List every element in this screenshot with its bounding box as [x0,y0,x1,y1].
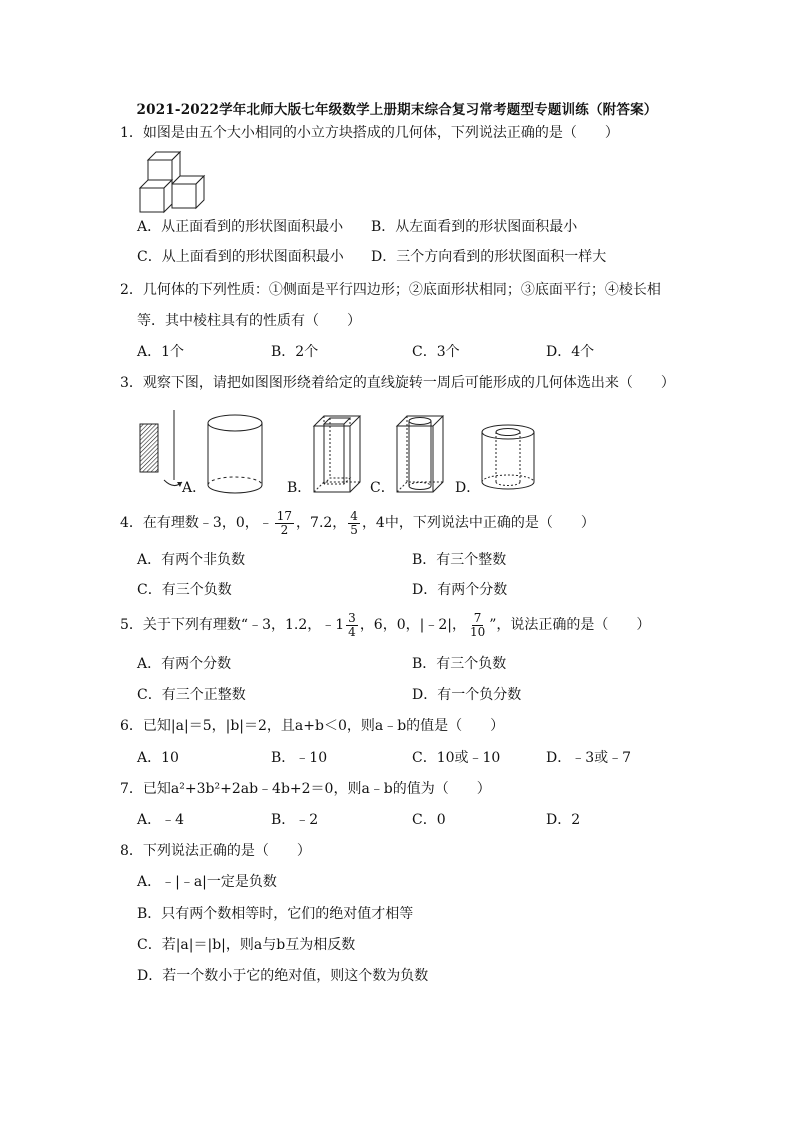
q5-option-c: C．有三个正整数 [137,687,246,703]
q5-option-a: A．有两个分数 [137,656,232,672]
q8-option-c: C．若|a|＝|b|，则a与b互为相反数 [137,937,356,953]
question-8 [120,842,311,860]
q5-option-b: B．有三个负数 [412,656,507,672]
question-text-part: 在有理数﹣3，0， [142,515,259,531]
question-5 [120,610,650,640]
question-text-part: ， [451,617,466,633]
q1-option-b: B．从左面看到的形状图面积最小 [371,219,578,235]
q4-option-b: B．有三个整数 [412,552,507,568]
question-text-part: ，4中，下列说法中正确的是（ ） [361,515,595,531]
question-number: 2． [120,282,143,298]
question-text: 已知|a|＝5，|b|＝2，且a+b＜0，则a﹣b的值是（ ） [142,718,505,734]
q4-option-c: C．有三个负数 [137,582,232,598]
option-b-square-prism [312,414,362,498]
q8-option-d: D．若一个数小于它的绝对值，则这个数为负数 [137,968,429,984]
question-text-part: ”，说法正确的是（ ） [489,617,651,633]
question-number: 4． [120,515,143,531]
fraction-3-4 [346,612,358,639]
question-7 [120,780,491,798]
q1-option-a: A．从正面看到的形状图面积最小 [137,219,344,235]
q3-figure-label-d: D． [455,480,481,496]
q7-option-b: B．﹣2 [271,812,319,828]
fraction-7-10 [468,612,487,639]
question-text-part: ，7.2， [296,515,347,531]
absolute-value: |﹣2| [419,617,452,633]
q7-option-d: D．2 [546,812,581,828]
fraction-4-5 [348,510,360,537]
q7-option-c: C．0 [412,812,446,828]
question-6 [120,717,504,735]
cube-stack-figure [132,148,212,216]
question-text-part: ，6，0， [359,617,420,633]
question-number: 8． [120,843,143,859]
fraction-denominator: 2 [280,522,289,537]
q6-option-a: A．10 [137,750,179,766]
q6-option-b: B．﹣10 [271,750,328,766]
question-text: 观察下图，请把如图图形绕着给定的直线旋转一周后可能形成的几何体选出来（ ） [142,375,675,391]
question-2-continued: 等．其中棱柱具有的性质有（ ） [137,313,361,329]
q2-option-b: B．2个 [271,344,319,360]
q3-figure-label-a: A． [182,480,207,496]
question-text: 几何体的下列性质：①侧面是平行四边形；②底面形状相同；③底面平行；④棱长相 [142,282,661,298]
q4-option-a: A．有两个非负数 [137,552,246,568]
option-c-prism-with-hole [395,414,445,498]
fraction-numerator: 4 [350,508,358,523]
q5-option-d: D．有一个负分数 [412,687,522,703]
question-number: 3． [120,375,143,391]
q1-option-c: C．从上面看到的形状图面积最小 [137,249,344,265]
q8-option-a: A．﹣|﹣a|一定是负数 [137,874,277,890]
fraction-17-2 [275,510,294,537]
question-text: 下列说法正确的是（ ） [142,843,311,859]
q2-option-d: D．4个 [546,344,595,360]
q8-option-b: B．只有两个数相等时，它们的绝对值才相等 [137,906,414,922]
fraction-denominator: 10 [469,624,486,639]
question-4 [120,508,595,538]
negative-sign: ﹣ [258,515,273,531]
page-title: 2021-2022学年北师大版七年级数学上册期末综合复习常考题型专题训练（附答案） [136,102,658,118]
q6-option-c: C．10或﹣10 [412,750,501,766]
fraction-denominator: 5 [350,522,358,537]
q1-option-d: D．三个方向看到的形状图面积一样大 [371,249,607,265]
question-text-part: 关于下列有理数“﹣3，1.2，﹣1 [142,617,345,633]
question-number: 1． [120,125,143,141]
q3-figure-label-c: C． [370,480,395,496]
question-3 [120,374,675,392]
fraction-denominator: 4 [348,624,356,639]
option-a-cylinder [206,414,264,500]
q3-figure-label-b: B． [287,480,312,496]
question-number: 7． [120,781,143,797]
rotation-shape-figure [136,410,188,498]
q7-option-a: A．﹣4 [137,812,185,828]
option-d-hollow-cylinder [480,424,536,496]
question-number: 6． [120,718,143,734]
question-text: 如图是由五个大小相同的小立方块搭成的几何体，下列说法正确的是（ ） [142,125,619,141]
q2-option-a: A．1个 [137,344,185,360]
question-2 [120,281,661,299]
q4-option-d: D．有两个分数 [412,582,508,598]
q6-option-d: D．﹣3或﹣7 [546,750,632,766]
fraction-numerator: 7 [473,610,482,625]
question-number: 5． [120,617,143,633]
fraction-numerator: 3 [348,610,356,625]
q2-option-c: C．3个 [412,344,460,360]
fraction-numerator: 17 [276,508,293,523]
question-1 [120,124,619,142]
question-text: 已知a²+3b²+2ab﹣4b+2＝0，则a﹣b的值为（ ） [142,781,491,797]
